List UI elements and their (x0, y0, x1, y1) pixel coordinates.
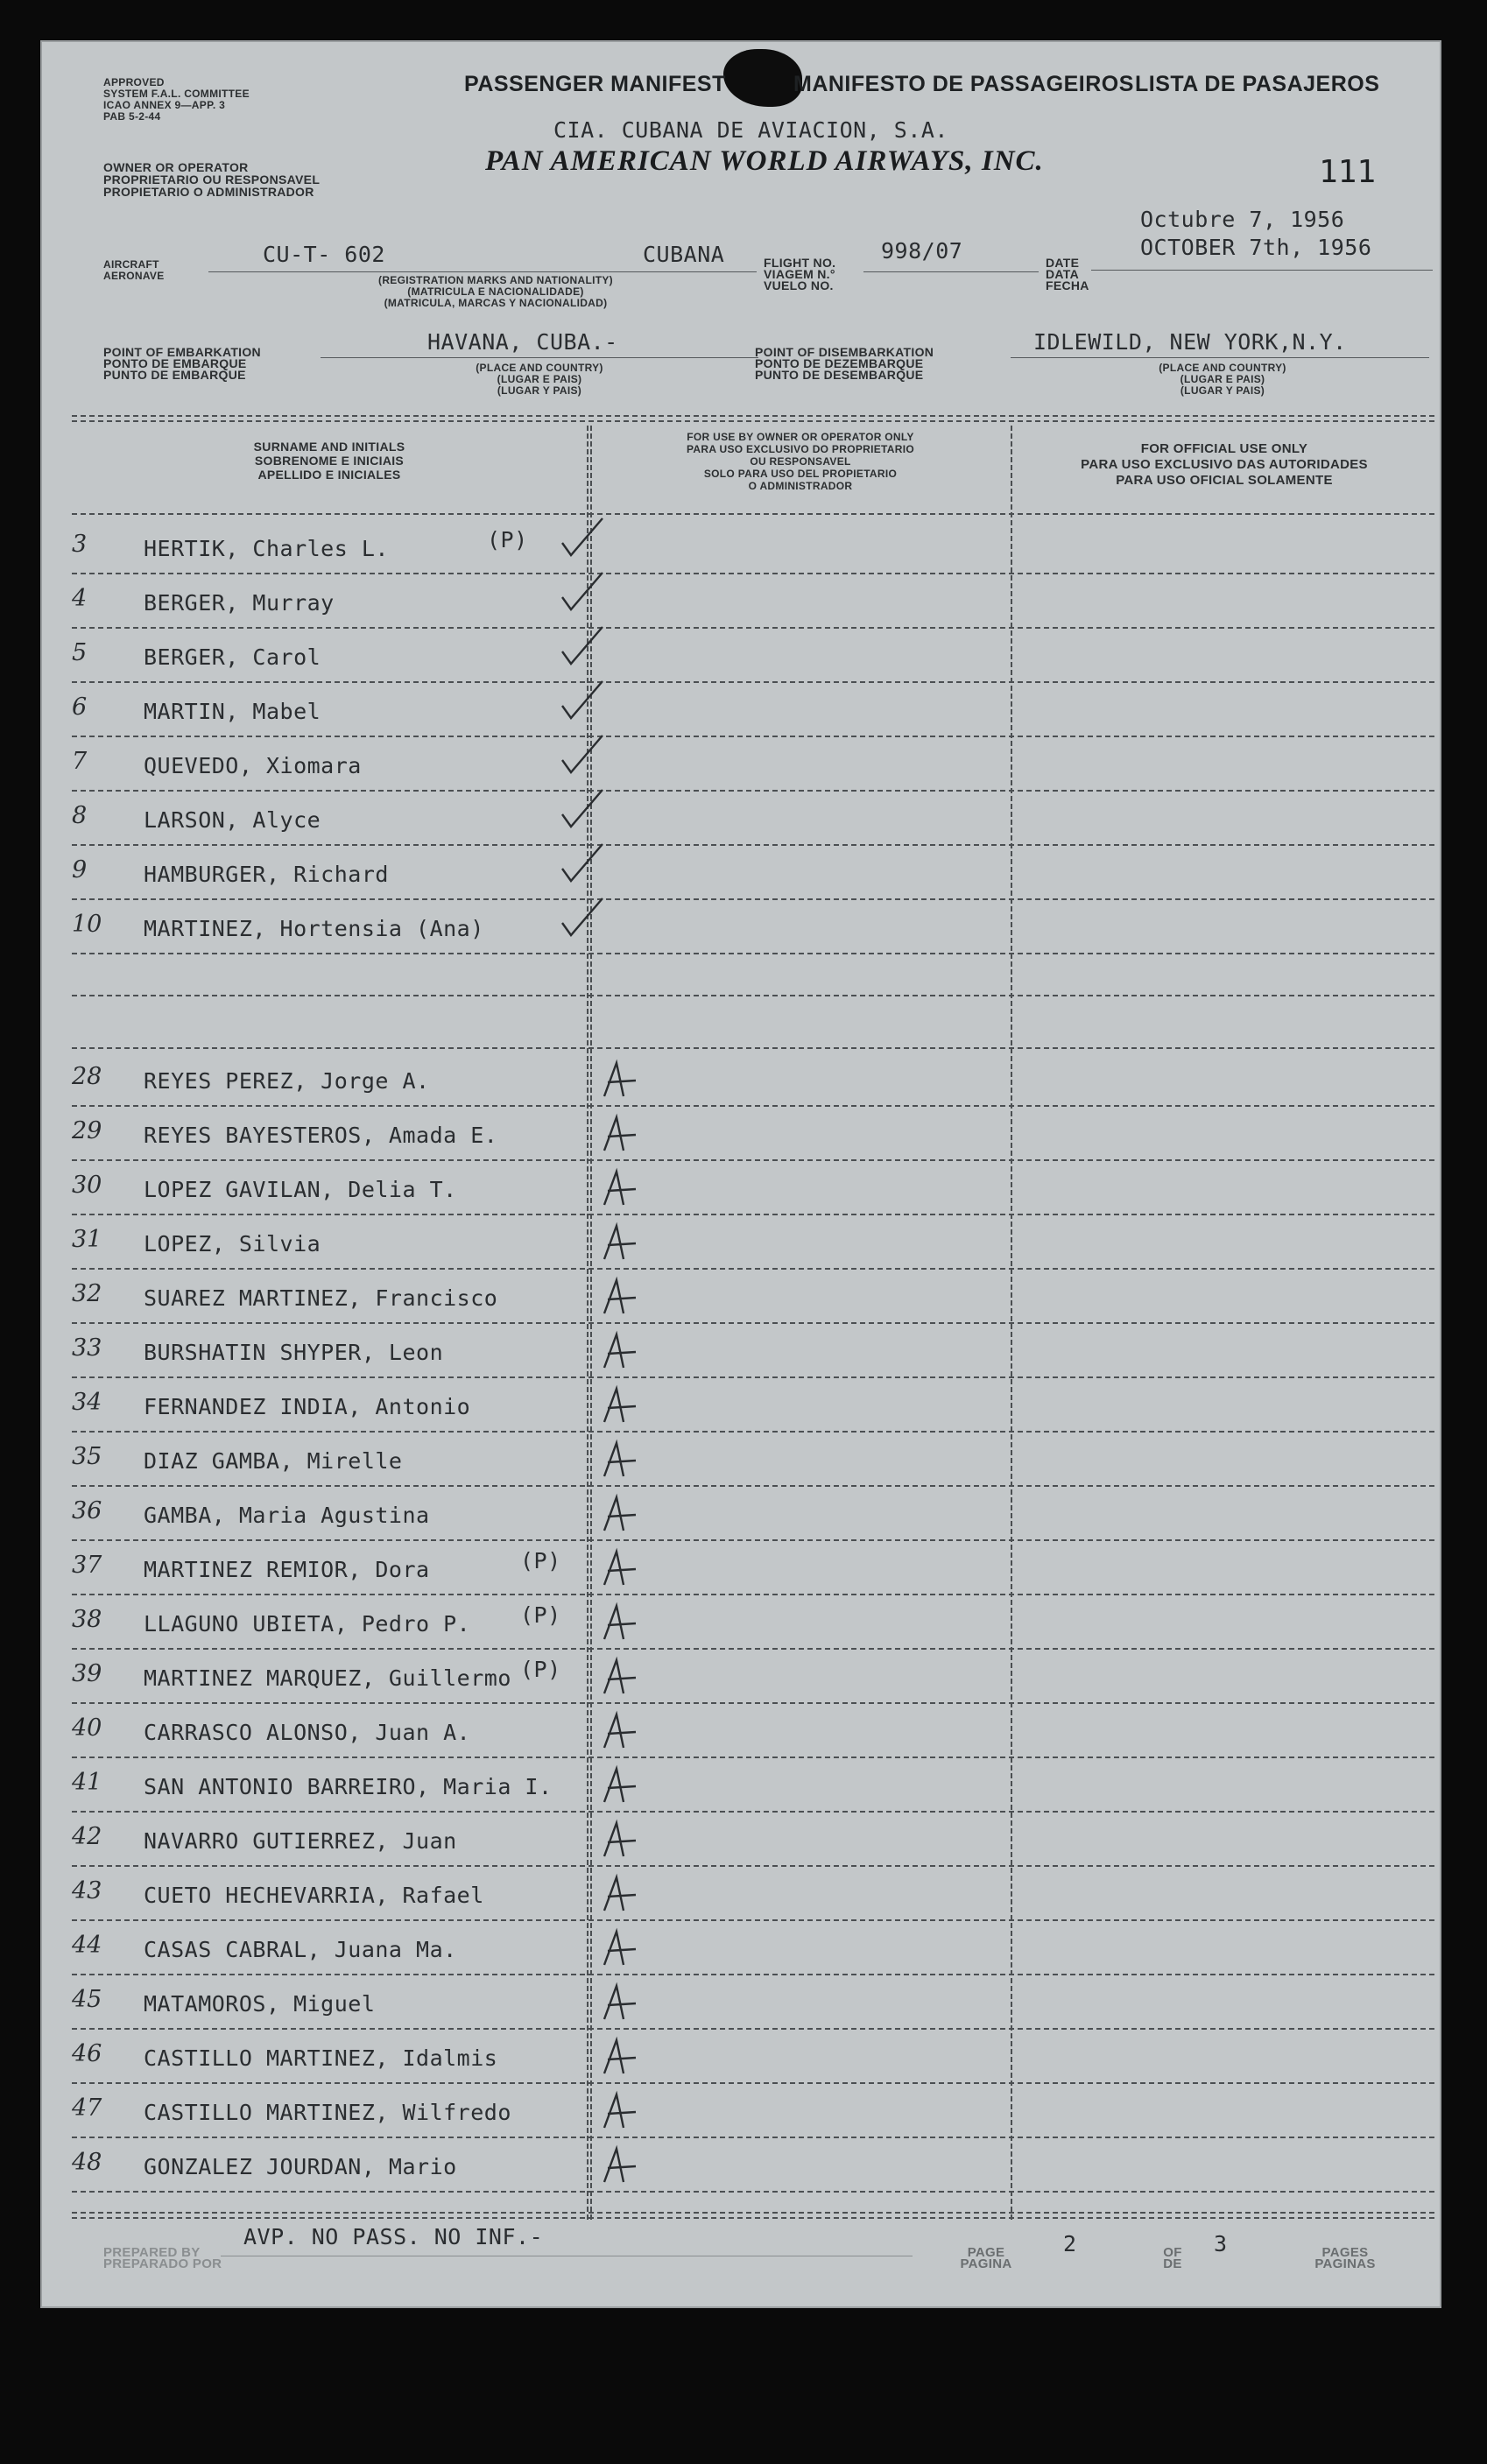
row-number: 10 (72, 911, 102, 938)
pages-label (1301, 2247, 1389, 2270)
disembark-sub-en: (PLACE AND COUNTRY) (1159, 362, 1286, 374)
table-row (72, 2030, 1455, 2082)
embark-sub-pt: (LUGAR E PAIS) (497, 373, 582, 385)
checkmark-icon (559, 897, 638, 940)
approval-line: SYSTEM F.A.L. COMMITTEE (103, 88, 250, 100)
blank-row-rule (72, 1047, 1434, 1049)
prepared-by-label (103, 2247, 222, 2270)
table-row (72, 1921, 1455, 1974)
handwritten-a-icon (597, 1112, 676, 1156)
header-bottom-rule (72, 513, 1434, 515)
table-row (72, 1758, 1455, 1811)
row-number: 47 (72, 2094, 102, 2122)
handwritten-a-icon (597, 1601, 676, 1644)
passenger-name: MARTINEZ REMIOR, Dora (144, 1557, 430, 1582)
owner-label-en: OWNER OR OPERATOR (103, 160, 249, 174)
col-header-owner-l2: PARA USO EXCLUSIVO DO PROPRIETARIO (686, 443, 914, 455)
passenger-name: GONZALEZ JOURDAN, Mario (144, 2154, 457, 2179)
title-lista-pasajeros: LISTA DE PASAJEROS (1135, 72, 1380, 96)
passport-flag: (P) (520, 1548, 561, 1573)
date-label (1046, 257, 1089, 292)
page-label (951, 2247, 1021, 2270)
blank-row-rule (72, 995, 1434, 996)
checkmark-icon (559, 734, 638, 778)
checkmark-icon (559, 679, 638, 723)
table-row (72, 683, 1455, 736)
row-number: 41 (72, 1769, 102, 1796)
passenger-name: CARRASCO ALONSO, Juan A. (144, 1720, 471, 1745)
flight-label-en: FLIGHT NO. (764, 256, 836, 270)
table-top-rule-2 (72, 420, 1434, 422)
col-header-owner-l1: FOR USE BY OWNER OR OPERATOR ONLY (687, 431, 914, 443)
owner-label-pt: PROPRIETARIO OU RESPONSAVEL (103, 172, 321, 187)
table-row (72, 1867, 1455, 1919)
passenger-name: LARSON, Alyce (144, 807, 321, 833)
embark-label-en: POINT OF EMBARKATION (103, 345, 261, 359)
of-label-en: OF (1163, 2245, 1182, 2260)
row-number: 46 (72, 2040, 102, 2067)
checkmark-icon (559, 625, 638, 669)
owner-printed-name: PAN AMERICAN WORLD AIRWAYS, INC. (485, 145, 1044, 177)
footer-rule-2 (72, 2217, 1434, 2219)
passenger-name: LOPEZ, Silvia (144, 1231, 321, 1257)
disembark-sub-pt: (LUGAR E PAIS) (1180, 373, 1265, 385)
table-row (72, 574, 1455, 627)
passenger-name: GAMBA, Maria Agustina (144, 1503, 430, 1528)
owner-label (103, 161, 320, 198)
passenger-name: BERGER, Carol (144, 644, 321, 670)
table-row (72, 2138, 1455, 2191)
handwritten-a-icon (597, 2144, 676, 2187)
date-english: OCTOBER 7th, 1956 (1140, 235, 1372, 260)
flight-label (764, 257, 835, 292)
row-number: 33 (72, 1334, 102, 1362)
aircraft-sub-pt: (MATRICULA E NACIONALIDADE) (407, 285, 584, 298)
passenger-name: BERGER, Murray (144, 590, 335, 616)
handwritten-a-icon (597, 2035, 676, 2079)
of-value: 3 (1214, 2231, 1228, 2256)
row-number: 7 (72, 748, 88, 775)
row-number: 38 (72, 1606, 102, 1633)
passport-flag: (P) (520, 1602, 561, 1628)
owner-typed-name: CIA. CUBANA DE AVIACION, S.A. (553, 117, 948, 143)
page-value: 2 (1063, 2231, 1077, 2256)
date-underline (1091, 270, 1433, 271)
flight-label-pt: VIAGEM N.° (764, 267, 835, 281)
row-rule (72, 953, 1434, 954)
of-label (1151, 2247, 1195, 2270)
row-number: 45 (72, 1986, 102, 2013)
row-number: 48 (72, 2149, 102, 2176)
checkmark-icon (559, 788, 638, 832)
handwritten-a-icon (597, 1166, 676, 1210)
row-number: 36 (72, 1497, 102, 1524)
handwritten-a-icon (597, 1058, 676, 1102)
table-row (72, 1541, 1455, 1594)
row-number: 39 (72, 1660, 102, 1687)
col-header-owner-l3: OU RESPONSAVEL (750, 455, 851, 468)
handwritten-a-icon (597, 1383, 676, 1427)
disembark-label-pt: PONTO DE DEZEMBARQUE (755, 356, 924, 370)
col-header-surname (72, 440, 587, 482)
handwritten-a-icon (597, 1709, 676, 1753)
pages-label-en: PAGES (1321, 2245, 1369, 2260)
row-number: 44 (72, 1932, 102, 1959)
table-row (72, 1052, 1455, 1105)
passenger-name: DIAZ GAMBA, Mirelle (144, 1448, 403, 1474)
embark-underline (321, 357, 758, 358)
embark-label-pt: PONTO DE EMBARQUE (103, 356, 247, 370)
aircraft-label-en: AIRCRAFT (103, 258, 159, 271)
table-row (72, 900, 1455, 953)
aircraft-label (103, 259, 165, 282)
handwritten-a-icon (597, 1872, 676, 1916)
flight-label-es: VUELO NO. (764, 278, 834, 292)
embark-sublabels (408, 363, 671, 397)
checkmark-icon (559, 571, 638, 615)
passenger-name: HAMBURGER, Richard (144, 862, 389, 887)
disembark-sub-es: (LUGAR Y PAIS) (1180, 384, 1265, 397)
handwritten-a-icon (597, 1764, 676, 1807)
disembark-sublabels (1091, 363, 1354, 397)
row-number: 9 (72, 856, 88, 884)
passenger-name: QUEVEDO, Xiomara (144, 753, 362, 778)
row-number: 5 (72, 639, 88, 666)
passenger-name: FERNANDEZ INDIA, Antonio (144, 1394, 471, 1419)
aircraft-label-pt: AERONAVE (103, 270, 165, 282)
passenger-name: CUETO HECHEVARRIA, Rafael (144, 1883, 484, 1908)
aircraft-underline (208, 271, 757, 272)
of-label-es: DE (1163, 2256, 1182, 2271)
pages-label-es: PAGINAS (1314, 2256, 1376, 2271)
embark-value: HAVANA, CUBA.- (427, 329, 618, 355)
table-row (72, 1270, 1455, 1322)
table-row (72, 1487, 1455, 1539)
passenger-name: HERTIK, Charles L. (144, 536, 389, 561)
prepared-by-label-es: PREPARADO POR (103, 2256, 222, 2271)
embark-label-es: PUNTO DE EMBARQUE (103, 368, 246, 382)
row-number: 31 (72, 1226, 102, 1253)
disembark-label (755, 347, 934, 381)
row-number: 35 (72, 1443, 102, 1470)
col-header-surname-pt: SOBRENOME E INICIAIS (254, 454, 405, 468)
embark-sub-en: (PLACE AND COUNTRY) (476, 362, 603, 374)
handwritten-a-icon (597, 1546, 676, 1590)
passenger-name: SAN ANTONIO BARREIRO, Maria I. (144, 1774, 553, 1799)
handwritten-a-icon (597, 1221, 676, 1264)
row-number: 37 (72, 1552, 102, 1579)
aircraft-registration: CU-T- 602 (263, 242, 385, 267)
table-row (72, 737, 1455, 790)
handwritten-a-icon (597, 1926, 676, 1970)
passenger-name: MARTINEZ, Hortensia (Ana) (144, 916, 484, 941)
title-manifesto-passageiros: MANIFESTO DE PASSAGEIROS (793, 72, 1134, 96)
table-row (72, 1215, 1455, 1268)
passenger-name: SUAREZ MARTINEZ, Francisco (144, 1285, 498, 1311)
table-row (72, 1107, 1455, 1159)
approval-line: APPROVED (103, 76, 165, 88)
table-row (72, 1975, 1455, 2028)
footer-rule (72, 2212, 1434, 2214)
row-number: 30 (72, 1172, 102, 1199)
passenger-name: NAVARRO GUTIERREZ, Juan (144, 1828, 457, 1854)
aircraft-sub-en: (REGISTRATION MARKS AND NATIONALITY) (378, 274, 613, 286)
disembark-underline (1011, 357, 1429, 358)
handwritten-a-icon (597, 1492, 676, 1536)
embark-label (103, 347, 261, 381)
passenger-name: CASAS CABRAL, Juana Ma. (144, 1937, 457, 1962)
table-row (72, 1650, 1455, 1702)
table-row (72, 520, 1455, 573)
table-top-rule (72, 415, 1434, 417)
table-row (72, 1813, 1455, 1865)
passport-flag: (P) (487, 527, 528, 553)
passenger-name: MATAMOROS, Miguel (144, 1991, 376, 2017)
col-header-official-l1: FOR OFFICIAL USE ONLY (1140, 441, 1308, 456)
passenger-name: MARTINEZ MARQUEZ, Guillermo (144, 1665, 511, 1691)
table-row (72, 1595, 1455, 1648)
title-passenger-manifest: PASSENGER MANIFEST (464, 72, 726, 96)
passenger-name: BURSHATIN SHYPER, Leon (144, 1340, 444, 1365)
table-row (72, 2084, 1455, 2137)
embark-sub-es: (LUGAR Y PAIS) (497, 384, 582, 397)
prepared-by-value: AVP. NO PASS. NO INF.- (243, 2224, 544, 2249)
table-row (72, 1704, 1455, 1756)
row-number: 28 (72, 1063, 102, 1090)
date-label-es: FECHA (1046, 278, 1089, 292)
aircraft-nationality: CUBANA (643, 242, 725, 267)
table-row (72, 1324, 1455, 1376)
aircraft-sublabels (285, 275, 706, 309)
page-number-stamp: 111 (1319, 154, 1377, 190)
disembark-value: IDLEWILD, NEW YORK,N.Y. (1033, 329, 1347, 355)
flight-underline (863, 271, 1039, 272)
handwritten-a-icon (597, 1329, 676, 1373)
handwritten-a-icon (597, 1438, 676, 1482)
table-row (72, 629, 1455, 681)
col-header-official-use (1014, 441, 1434, 489)
col-header-official-l2: PARA USO EXCLUSIVO DAS AUTORIDADES (1081, 457, 1368, 472)
passenger-name: MARTIN, Mabel (144, 699, 321, 724)
date-spanish: Octubre 7, 1956 (1140, 207, 1345, 232)
passenger-name: LLAGUNO UBIETA, Pedro P. (144, 1611, 471, 1637)
passenger-name: REYES BAYESTEROS, Amada E. (144, 1123, 498, 1148)
manifest-sheet (40, 40, 1441, 2308)
row-number: 42 (72, 1823, 102, 1850)
handwritten-a-icon (597, 1818, 676, 1862)
row-number: 29 (72, 1117, 102, 1144)
date-label-pt: DATA (1046, 267, 1080, 281)
row-rule (72, 2191, 1434, 2193)
disembark-label-es: PUNTO DE DESEMBARQUE (755, 368, 924, 382)
passenger-name: CASTILLO MARTINEZ, Wilfredo (144, 2100, 511, 2125)
flight-number: 998/07 (881, 238, 963, 264)
row-number: 6 (72, 693, 88, 721)
row-number: 4 (72, 585, 88, 612)
aircraft-sub-es: (MATRICULA, MARCAS Y NACIONALIDAD) (384, 297, 608, 309)
row-number: 43 (72, 1877, 102, 1904)
handwritten-a-icon (597, 1981, 676, 2024)
page-label-es: PAGINA (960, 2256, 1012, 2271)
disembark-label-en: POINT OF DISEMBARKATION (755, 345, 934, 359)
row-number: 8 (72, 802, 88, 829)
owner-label-es: PROPIETARIO O ADMINISTRADOR (103, 185, 314, 199)
table-row (72, 792, 1455, 844)
page-label-en: PAGE (967, 2245, 1005, 2260)
table-row (72, 1161, 1455, 1214)
passenger-name: REYES PEREZ, Jorge A. (144, 1068, 430, 1094)
passenger-name: CASTILLO MARTINEZ, Idalmis (144, 2045, 498, 2071)
date-label-en: DATE (1046, 256, 1080, 270)
ink-blot (723, 49, 802, 107)
passenger-name: LOPEZ GAVILAN, Delia T. (144, 1177, 457, 1202)
handwritten-a-icon (597, 1655, 676, 1699)
table-row (72, 846, 1455, 898)
col-header-owner-l5: O ADMINISTRADOR (748, 480, 853, 492)
handwritten-a-icon (597, 1275, 676, 1319)
row-number: 32 (72, 1280, 102, 1307)
col-header-surname-en: SURNAME AND INITIALS (253, 440, 405, 454)
table-row (72, 1378, 1455, 1431)
approval-line: PAB 5-2-44 (103, 110, 161, 123)
approval-line: ICAO ANNEX 9—APP. 3 (103, 99, 226, 111)
passport-flag: (P) (520, 1657, 561, 1682)
row-number: 3 (72, 531, 88, 558)
handwritten-a-icon (597, 2089, 676, 2133)
checkmark-icon (559, 517, 638, 560)
col-header-surname-es: APELLIDO E INICIALES (257, 468, 401, 482)
col-header-owner-l4: SOLO PARA USO DEL PROPIETARIO (703, 468, 898, 480)
row-number: 40 (72, 1714, 102, 1742)
table-row (72, 1433, 1455, 1485)
row-number: 34 (72, 1389, 102, 1416)
approval-block (103, 77, 250, 123)
col-header-official-l3: PARA USO OFICIAL SOLAMENTE (1116, 473, 1333, 488)
col-header-owner-use (590, 431, 1011, 492)
checkmark-icon (559, 842, 638, 886)
prepared-by-label-en: PREPARED BY (103, 2245, 201, 2260)
